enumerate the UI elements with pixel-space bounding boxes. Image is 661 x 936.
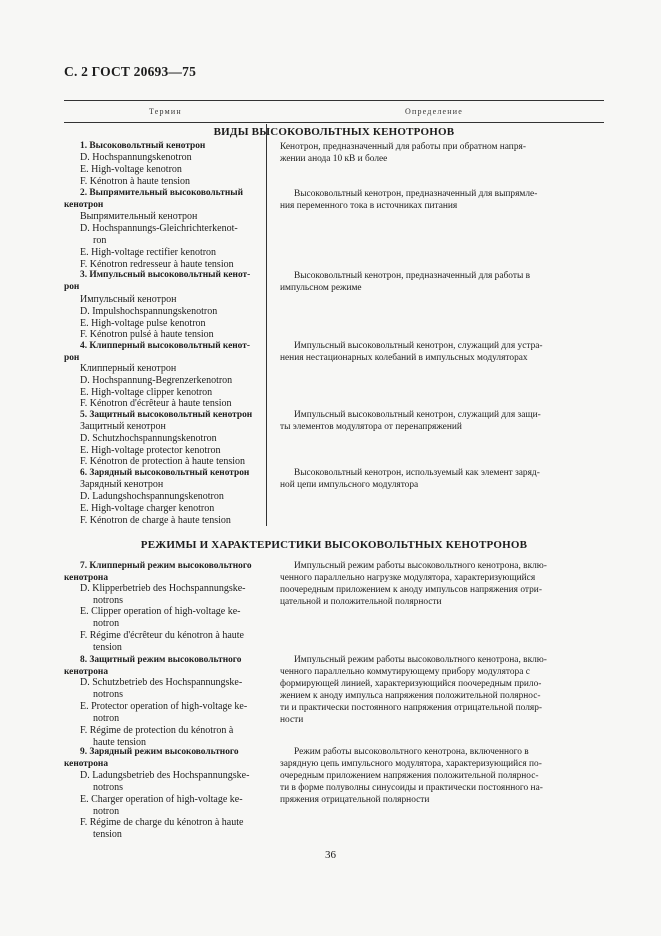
term-synonym: Клипперный кенотрон (80, 363, 177, 374)
term-name: кенотрон (64, 200, 104, 210)
term-translation: ron (93, 235, 107, 246)
definition-line: жением к аноду импульса напряжения положительной полярнос- (280, 691, 541, 701)
term-translation: F. Régime de charge du kénotron à haute (80, 817, 244, 828)
term-translation: notrons (93, 595, 123, 606)
term-translation: D. Schutzbetrieb des Hochspannungske- (80, 677, 243, 688)
definition-line: ченного параллельно коммутирующему прибору модулятора с (280, 667, 530, 677)
term-translation: F. Régime de protection du kénotron à (80, 725, 234, 736)
term-translation: D. Klipperbetrieb des Hochspannungske- (80, 583, 246, 594)
term-translation: E. High-voltage rectifier kenotron (80, 247, 217, 258)
term-translation: D. Ladungsbetrieb des Hochspannungske- (80, 770, 250, 781)
term-translation: tension (93, 642, 122, 653)
term-translation: notron (93, 713, 120, 724)
definition-line: ты элементов модулятора от перенапряжений (280, 422, 462, 432)
term-name: 2. Выпрямительный высоковольтный (80, 188, 243, 198)
definition-line: Высоковольтный кенотрон, используемый как элемент заряд- (294, 468, 540, 478)
term-translation: D. Hochspannung-Begrenzerkenotron (80, 375, 233, 386)
definition-line: Режим работы высоковольтного кенотрона, включенного в (294, 747, 529, 757)
term-translation: D. Ladungshochspannungskenotron (80, 491, 224, 502)
definition-line: ной цепи импульсного модулятора (280, 480, 419, 490)
definition-line: формирующей линией, характеризующийся поочередным прило- (280, 679, 542, 689)
term-name: 9. Зарядный режим высоковольтного (80, 747, 239, 757)
section-title-modes-characteristics: РЕЖИМЫ И ХАРАКТЕРИСТИКИ ВЫСОКОВОЛЬТНЫХ КЕНОТРОНОВ (140, 539, 528, 551)
definition-line: Импульсный высоковольтный кенотрон, служащий для защи- (294, 410, 541, 420)
term-translation: E. Charger operation of high-voltage ke- (80, 794, 243, 805)
term-name: рон (64, 282, 80, 292)
term-translation: F. Kénotron pulsé à haute tension (80, 329, 214, 340)
definition-line: ти в форме полуволны синусоиды и практически постоянного на- (280, 783, 543, 793)
definition-line: Импульсный режим работы высоковольтного кенотрона, вклю- (294, 561, 547, 571)
definition-line: ности (280, 715, 304, 725)
term-name: 3. Импульсный высоковольтный кенот- (80, 270, 251, 280)
term-translation: notron (93, 618, 120, 629)
term-name: 1. Высоковольтный кенотрон (80, 141, 206, 151)
page-header: С. 2 ГОСТ 20693—75 (64, 64, 197, 79)
term-translation: D. Hochspannungskenotron (80, 152, 192, 163)
definition-line: Импульсный высоковольтный кенотрон, служащий для устра- (294, 341, 543, 351)
term-synonym: Защитный кенотрон (80, 421, 166, 432)
term-translation: D. Impulshochspannungskenotron (80, 306, 218, 317)
definition-line: ния переменного тока в источниках питания (280, 201, 458, 211)
term-translation: F. Kénotron à haute tension (80, 176, 191, 187)
term-translation: D. Schutzhochspannungskenotron (80, 433, 217, 444)
term-translation: E. High-voltage clipper kenotron (80, 387, 213, 398)
definition-line: Высоковольтный кенотрон, предназначенный для работы в (294, 271, 531, 281)
term-translation: D. Hochspannungs-Gleichrichterkenot- (80, 223, 238, 234)
term-name: 4. Клипперный высоковольтный кенот- (80, 341, 250, 351)
term-name: 8. Защитный режим высоковольтного (80, 655, 242, 665)
page-number: 36 (325, 849, 336, 861)
term-translation: F. Kénotron de charge à haute tension (80, 515, 231, 526)
definition-line: поочередным приложением к аноду импульсов напряжения отри- (280, 585, 542, 595)
term-translation: E. High-voltage charger kenotron (80, 503, 215, 514)
term-translation: notrons (93, 782, 123, 793)
term-name: 6. Зарядный высоковольтный кенотрон (80, 468, 250, 478)
term-translation: F. Kénotron de protection à haute tension (80, 456, 245, 467)
section-title-kenotron-types: ВИДЫ ВЫСОКОВОЛЬТНЫХ КЕНОТРОНОВ (213, 126, 455, 138)
definition-line: Импульсный режим работы высоковольтного кенотрона, вклю- (294, 655, 547, 665)
definition-line: очередным приложением напряжения положительной полярнос- (280, 771, 539, 781)
definition-line: цательной и положительной полярности (280, 597, 442, 607)
definition-line: пряжения отрицательной полярности (280, 795, 430, 805)
definition-line: Кенотрон, предназначенный для работы при обратном напря- (280, 142, 526, 152)
definition-line: жении анода 10 кВ и более (280, 154, 388, 164)
term-synonym: Зарядный кенотрон (80, 479, 164, 490)
column-header-definition: Определение (405, 107, 463, 116)
definition-line: ченного параллельно нагрузке модулятора, характеризующийся (280, 573, 536, 583)
definition-line: Высоковольтный кенотрон, предназначенный для выпрямле- (294, 189, 538, 199)
term-translation: haute tension (93, 737, 147, 748)
definition-line: ти и практически постоянного напряжения отрицательной поляр- (280, 703, 543, 713)
term-translation: F. Régime d'écrêteur du kénotron à haute (80, 630, 244, 641)
term-translation: F. Kénotron d'écrêteur à haute tension (80, 398, 232, 409)
definition-line: нения нестационарных колебаний в импульсных модуляторах (280, 353, 528, 363)
term-translation: F. Kénotron redresseur à haute tension (80, 259, 234, 270)
term-synonym: Выпрямительный кенотрон (80, 211, 198, 222)
term-name: кенотрона (64, 667, 109, 677)
term-translation: E. High-voltage protector kenotron (80, 445, 221, 456)
term-name: рон (64, 353, 80, 363)
term-synonym: Импульсный кенотрон (80, 294, 177, 305)
term-translation: E. Protector operation of high-voltage ke- (80, 701, 248, 712)
term-translation: notrons (93, 689, 123, 700)
definition-line: зарядную цепь импульсного модулятора, характеризующийся по- (280, 759, 542, 769)
term-name: 7. Клипперный режим высоковольтного (80, 561, 252, 571)
column-divider (266, 124, 267, 526)
table-header-rule (64, 122, 604, 123)
term-translation: notron (93, 806, 120, 817)
term-translation: E. High-voltage kenotron (80, 164, 182, 175)
table-top-rule (64, 100, 604, 101)
term-name: кенотрона (64, 759, 109, 769)
definition-line: импульсном режиме (280, 283, 362, 293)
term-translation: E. Clipper operation of high-voltage ke- (80, 606, 241, 617)
term-translation: E. High-voltage pulse kenotron (80, 318, 206, 329)
term-name: 5. Защитный высоковольтный кенотрон (80, 410, 253, 420)
column-header-term: Термин (149, 107, 182, 116)
term-translation: tension (93, 829, 122, 840)
term-name: кенотрона (64, 573, 109, 583)
